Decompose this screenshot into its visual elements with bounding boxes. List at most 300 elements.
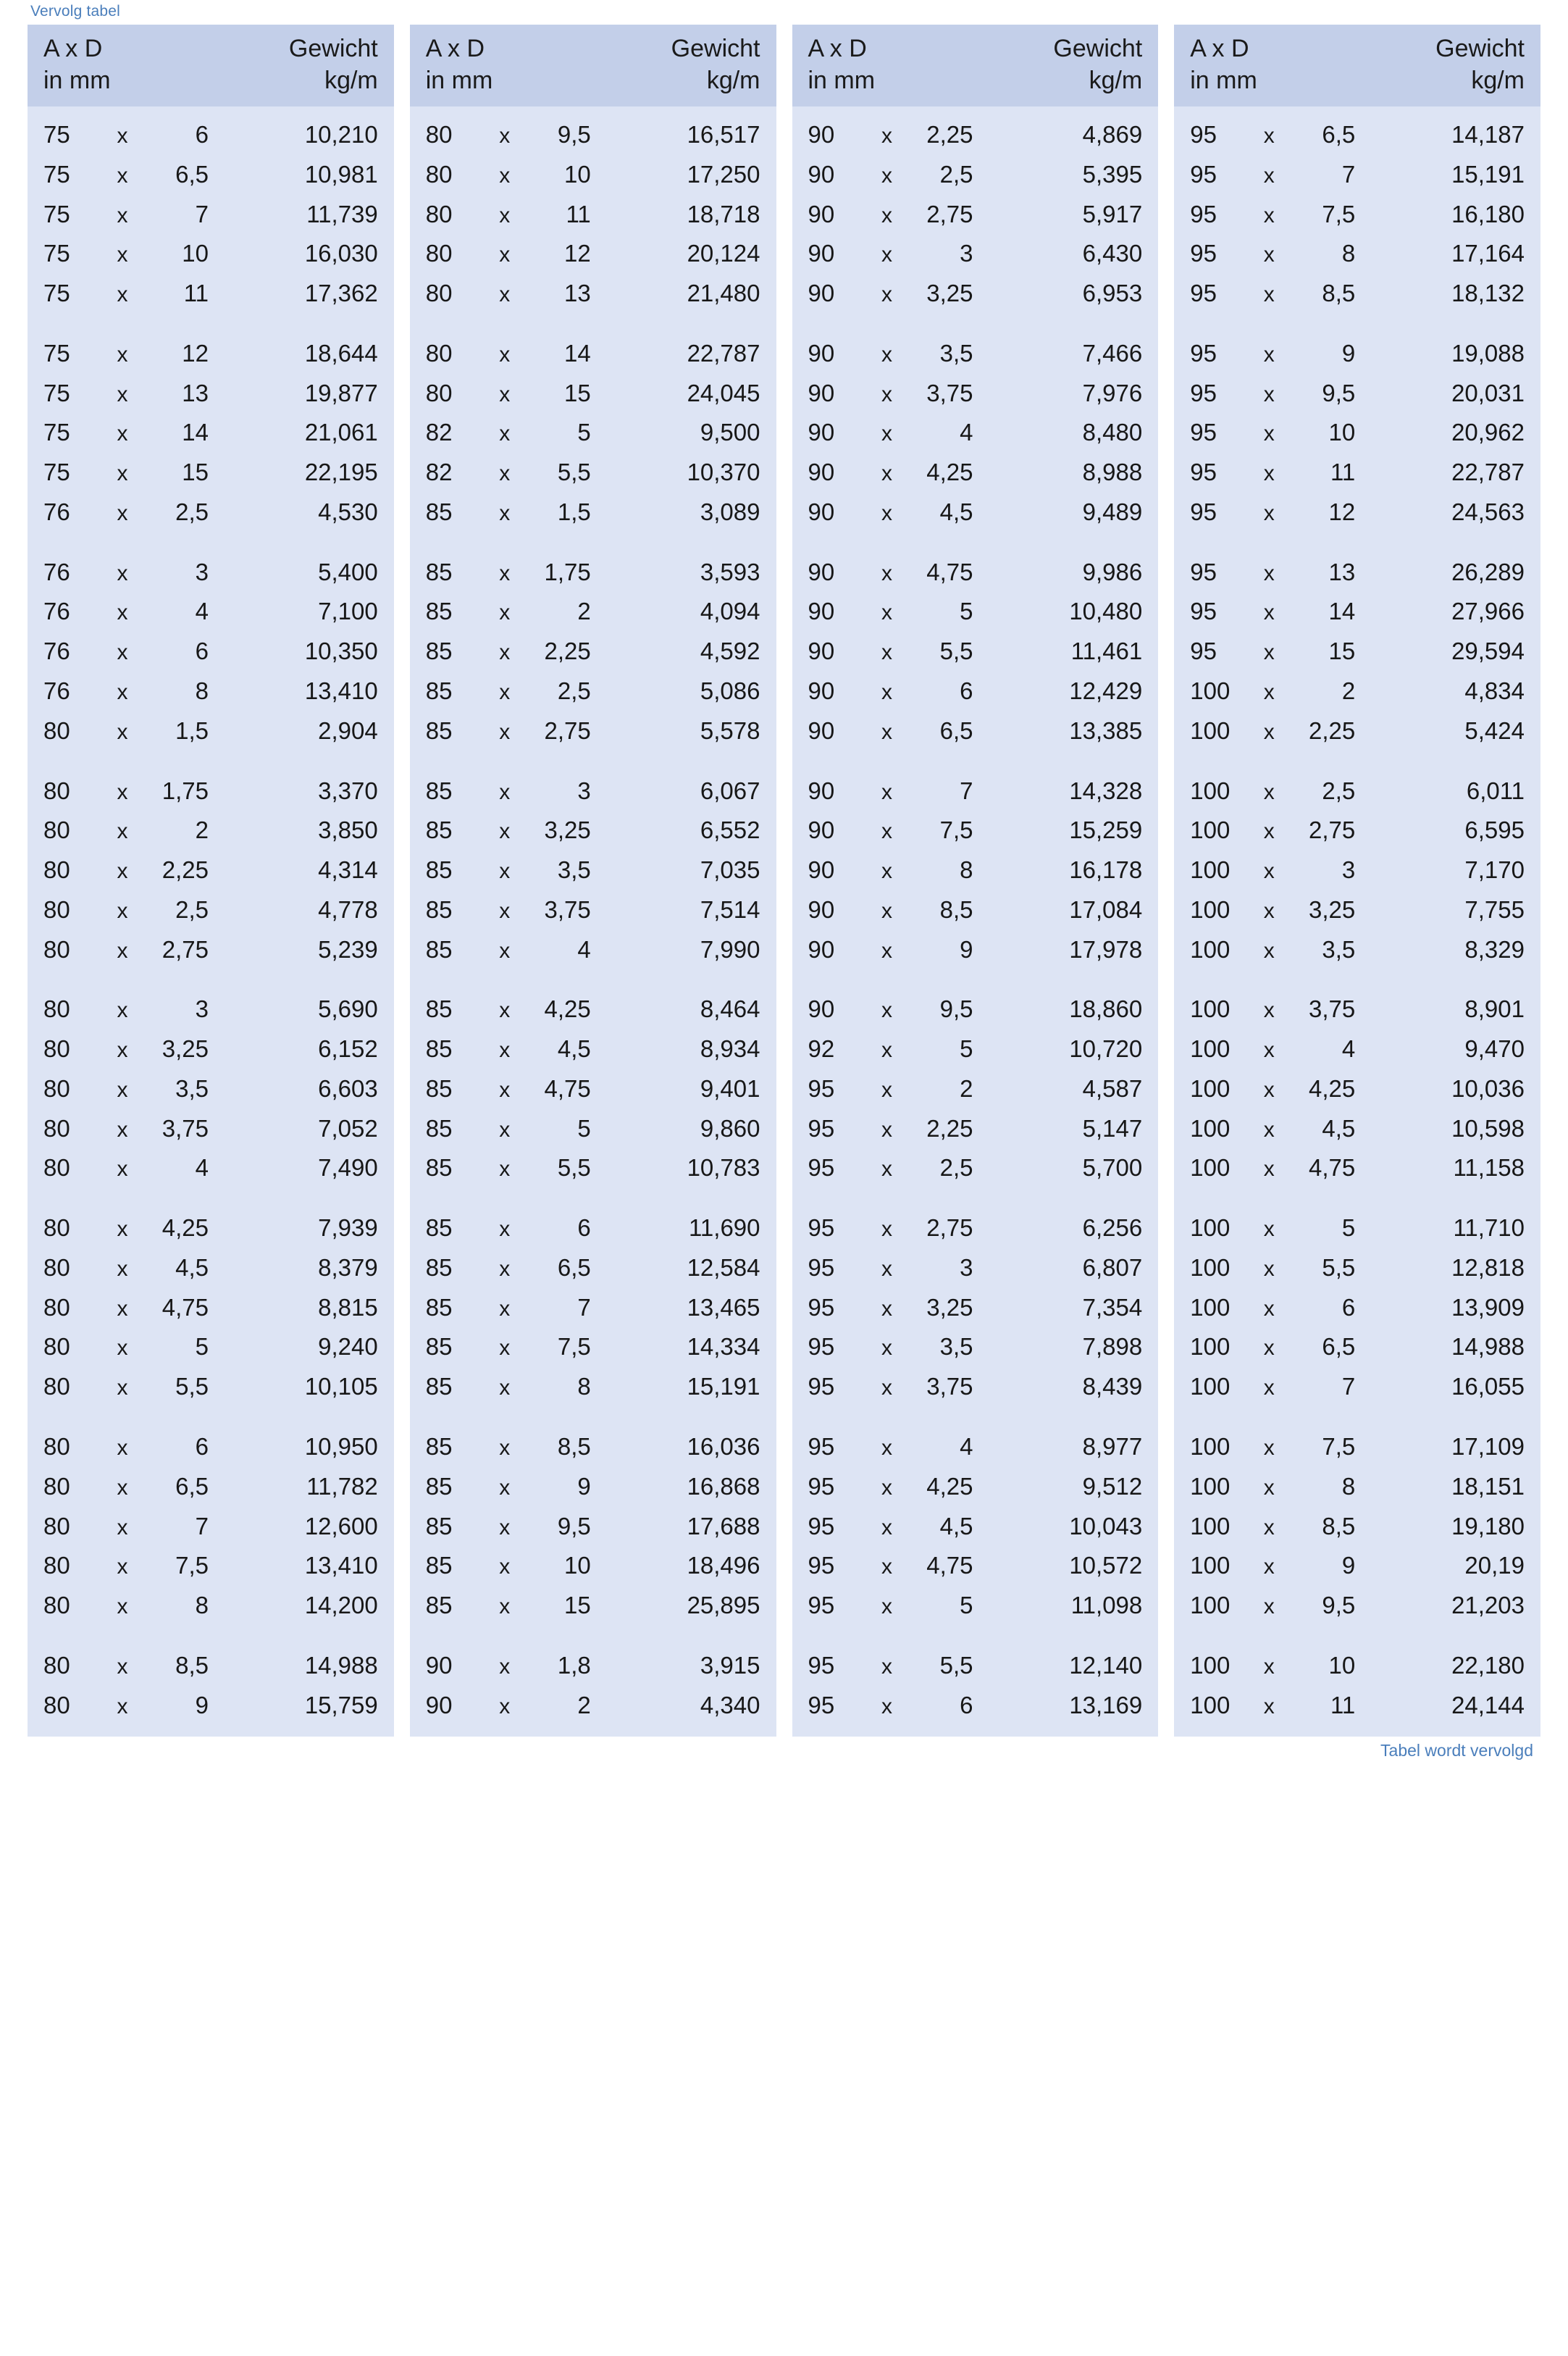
cell-outer-dimension: 90 bbox=[425, 1691, 453, 1718]
cell-multiply-symbol: x bbox=[1263, 780, 1275, 804]
cell-wall-thickness: 3 bbox=[195, 558, 209, 585]
cell-multiply-symbol: x bbox=[499, 819, 511, 844]
cell-wall-thickness: 8,5 bbox=[1322, 1512, 1356, 1540]
table-row bbox=[43, 155, 378, 195]
table-row bbox=[426, 851, 760, 890]
table-row bbox=[43, 1586, 378, 1626]
table-row bbox=[808, 1148, 1143, 1188]
cell-weight: 9,470 bbox=[1464, 1035, 1525, 1063]
cell-wall-thickness: 4,75 bbox=[1309, 1154, 1356, 1182]
table-header bbox=[1174, 25, 1540, 106]
table-row bbox=[426, 374, 760, 414]
cell-outer-dimension: 85 bbox=[425, 1114, 453, 1142]
cell-outer-dimension: 80 bbox=[43, 1154, 70, 1182]
cell-weight: 4,314 bbox=[318, 856, 378, 884]
table-row bbox=[808, 334, 1143, 374]
cell-weight: 29,594 bbox=[1451, 638, 1525, 665]
cell-wall-thickness: 15 bbox=[1328, 638, 1356, 665]
cell-multiply-symbol: x bbox=[1263, 1694, 1275, 1718]
cell-outer-dimension: 85 bbox=[425, 717, 453, 744]
cell-weight: 5,239 bbox=[318, 935, 378, 963]
cell-multiply-symbol: x bbox=[1263, 422, 1275, 446]
cell-wall-thickness: 2 bbox=[577, 1691, 591, 1718]
cell-wall-thickness: 2,5 bbox=[557, 677, 591, 704]
cell-multiply-symbol: x bbox=[881, 1296, 892, 1321]
cell-multiply-symbol: x bbox=[499, 780, 511, 804]
table-row bbox=[808, 632, 1143, 672]
cell-multiply-symbol: x bbox=[1263, 819, 1275, 844]
cell-weight: 4,778 bbox=[318, 895, 378, 923]
cell-weight: 13,909 bbox=[1451, 1293, 1525, 1321]
cell-multiply-symbol: x bbox=[1263, 601, 1275, 625]
cell-multiply-symbol: x bbox=[881, 1217, 892, 1242]
cell-wall-thickness: 2 bbox=[577, 598, 591, 625]
cell-outer-dimension: 75 bbox=[43, 121, 70, 149]
row-group bbox=[1190, 772, 1525, 970]
cell-weight: 8,977 bbox=[1082, 1433, 1143, 1460]
cell-wall-thickness: 15 bbox=[182, 459, 209, 486]
cell-outer-dimension: 80 bbox=[43, 1214, 70, 1242]
cell-wall-thickness: 7 bbox=[577, 1293, 591, 1321]
cell-wall-thickness: 3,75 bbox=[926, 1373, 973, 1400]
table-row bbox=[808, 195, 1143, 235]
cell-multiply-symbol: x bbox=[881, 1555, 892, 1579]
cell-outer-dimension: 95 bbox=[808, 1691, 835, 1718]
cell-wall-thickness: 7,5 bbox=[939, 816, 973, 844]
cell-multiply-symbol: x bbox=[881, 719, 892, 744]
cell-outer-dimension: 85 bbox=[425, 638, 453, 665]
header-weight-label: Gewicht bbox=[1435, 35, 1525, 62]
row-group bbox=[808, 553, 1143, 751]
cell-wall-thickness: 8,5 bbox=[1322, 280, 1356, 307]
cell-multiply-symbol: x bbox=[1263, 998, 1275, 1023]
table-row bbox=[808, 990, 1143, 1029]
cell-outer-dimension: 85 bbox=[425, 935, 453, 963]
row-group bbox=[808, 772, 1143, 970]
cell-outer-dimension: 95 bbox=[808, 1373, 835, 1400]
cell-weight: 11,710 bbox=[1453, 1214, 1525, 1242]
cell-outer-dimension: 100 bbox=[1190, 1552, 1230, 1579]
cell-weight: 9,401 bbox=[700, 1074, 760, 1102]
cell-multiply-symbol: x bbox=[881, 501, 892, 525]
cell-wall-thickness: 8,5 bbox=[939, 895, 973, 923]
header-dimension-unit: in mm bbox=[43, 66, 111, 94]
cell-outer-dimension: 100 bbox=[1190, 1253, 1230, 1281]
cell-multiply-symbol: x bbox=[117, 1217, 128, 1242]
cell-weight: 9,860 bbox=[700, 1114, 760, 1142]
table-row bbox=[43, 1029, 378, 1069]
row-group bbox=[1190, 334, 1525, 532]
table-row bbox=[1190, 493, 1525, 532]
cell-wall-thickness: 2,25 bbox=[926, 1114, 973, 1142]
cell-wall-thickness: 3,25 bbox=[926, 280, 973, 307]
cell-outer-dimension: 90 bbox=[808, 717, 835, 744]
cell-weight: 7,035 bbox=[700, 856, 760, 884]
cell-weight: 19,180 bbox=[1451, 1512, 1525, 1540]
cell-wall-thickness: 15 bbox=[564, 1592, 591, 1619]
cell-wall-thickness: 7 bbox=[960, 777, 973, 804]
cell-weight: 7,755 bbox=[1464, 895, 1525, 923]
cell-weight: 7,354 bbox=[1082, 1293, 1143, 1321]
row-group bbox=[1190, 990, 1525, 1188]
cell-wall-thickness: 7 bbox=[195, 200, 209, 227]
cell-weight: 10,480 bbox=[1069, 598, 1143, 625]
cell-multiply-symbol: x bbox=[881, 561, 892, 585]
cell-wall-thickness: 5 bbox=[1341, 1214, 1356, 1242]
cell-wall-thickness: 4,75 bbox=[926, 1552, 973, 1579]
table-row bbox=[1190, 334, 1525, 374]
cell-wall-thickness: 12 bbox=[182, 339, 209, 367]
cell-multiply-symbol: x bbox=[117, 342, 128, 367]
cell-weight: 14,187 bbox=[1451, 121, 1525, 149]
cell-weight: 8,815 bbox=[318, 1293, 378, 1321]
cell-multiply-symbol: x bbox=[1263, 1376, 1275, 1400]
cell-multiply-symbol: x bbox=[881, 422, 892, 446]
table-row bbox=[1190, 195, 1525, 235]
table-row bbox=[43, 453, 378, 493]
cell-outer-dimension: 90 bbox=[808, 558, 835, 585]
cell-wall-thickness: 9 bbox=[195, 1691, 209, 1718]
cell-outer-dimension: 95 bbox=[808, 1592, 835, 1619]
cell-multiply-symbol: x bbox=[1263, 1038, 1275, 1063]
cell-weight: 18,151 bbox=[1451, 1472, 1525, 1500]
cell-multiply-symbol: x bbox=[499, 1654, 511, 1679]
cell-multiply-symbol: x bbox=[117, 1157, 128, 1182]
table-row bbox=[43, 334, 378, 374]
cell-outer-dimension: 85 bbox=[425, 856, 453, 884]
cell-outer-dimension: 85 bbox=[425, 895, 453, 923]
cell-outer-dimension: 100 bbox=[1190, 1512, 1230, 1540]
cell-multiply-symbol: x bbox=[881, 1077, 892, 1102]
cell-wall-thickness: 8,5 bbox=[175, 1651, 209, 1679]
header-weight-unit: kg/m bbox=[324, 66, 378, 94]
cell-weight: 9,512 bbox=[1082, 1472, 1143, 1500]
header-weight-unit: kg/m bbox=[1089, 66, 1143, 94]
cell-outer-dimension: 80 bbox=[425, 121, 453, 149]
cell-multiply-symbol: x bbox=[1263, 1515, 1275, 1540]
table-row bbox=[426, 1327, 760, 1367]
cell-multiply-symbol: x bbox=[499, 243, 511, 267]
table-row bbox=[1190, 990, 1525, 1029]
cell-outer-dimension: 85 bbox=[425, 498, 453, 525]
cell-weight: 25,895 bbox=[687, 1592, 760, 1619]
cell-outer-dimension: 100 bbox=[1190, 677, 1230, 704]
header-dimension-unit: in mm bbox=[808, 66, 876, 94]
cell-outer-dimension: 100 bbox=[1190, 856, 1230, 884]
cell-wall-thickness: 1,75 bbox=[544, 558, 591, 585]
cell-multiply-symbol: x bbox=[1263, 461, 1275, 486]
cell-outer-dimension: 100 bbox=[1190, 816, 1230, 844]
cell-multiply-symbol: x bbox=[117, 719, 128, 744]
cell-weight: 26,289 bbox=[1451, 558, 1525, 585]
cell-outer-dimension: 85 bbox=[425, 816, 453, 844]
tables-container bbox=[28, 25, 1540, 1737]
cell-wall-thickness: 9 bbox=[960, 935, 973, 963]
cell-outer-dimension: 100 bbox=[1190, 995, 1230, 1023]
cell-wall-thickness: 2,75 bbox=[162, 935, 209, 963]
cell-outer-dimension: 95 bbox=[1190, 558, 1217, 585]
table-row bbox=[426, 772, 760, 811]
cell-outer-dimension: 75 bbox=[43, 160, 70, 188]
cell-wall-thickness: 7 bbox=[1341, 160, 1356, 188]
table-row bbox=[426, 1208, 760, 1248]
cell-weight: 24,563 bbox=[1451, 498, 1525, 525]
cell-weight: 7,100 bbox=[318, 598, 378, 625]
table-row bbox=[808, 274, 1143, 314]
cell-weight: 10,036 bbox=[1451, 1074, 1525, 1102]
table-row bbox=[43, 1646, 378, 1686]
cell-wall-thickness: 3 bbox=[960, 1253, 973, 1281]
table-row bbox=[808, 115, 1143, 155]
cell-wall-thickness: 2,25 bbox=[1309, 717, 1356, 744]
cell-weight: 17,362 bbox=[304, 280, 378, 307]
cell-weight: 7,990 bbox=[700, 935, 760, 963]
table-row bbox=[426, 493, 760, 532]
cell-multiply-symbol: x bbox=[499, 342, 511, 367]
cell-outer-dimension: 85 bbox=[425, 1433, 453, 1460]
table-row bbox=[808, 890, 1143, 930]
table-row bbox=[426, 155, 760, 195]
cell-weight: 7,052 bbox=[318, 1114, 378, 1142]
cell-weight: 6,067 bbox=[700, 777, 760, 804]
cell-multiply-symbol: x bbox=[881, 859, 892, 884]
cell-multiply-symbol: x bbox=[117, 1475, 128, 1500]
cell-multiply-symbol: x bbox=[117, 601, 128, 625]
cell-wall-thickness: 2,75 bbox=[544, 717, 591, 744]
header-weight-label: Gewicht bbox=[1053, 35, 1143, 62]
cell-multiply-symbol: x bbox=[117, 382, 128, 406]
cell-weight: 11,739 bbox=[306, 200, 378, 227]
cell-outer-dimension: 90 bbox=[808, 598, 835, 625]
cell-wall-thickness: 6 bbox=[960, 1691, 973, 1718]
cell-multiply-symbol: x bbox=[881, 461, 892, 486]
table-row bbox=[43, 493, 378, 532]
cell-wall-thickness: 4 bbox=[960, 419, 973, 446]
cell-weight: 18,644 bbox=[304, 339, 378, 367]
cell-weight: 4,094 bbox=[700, 598, 760, 625]
cell-multiply-symbol: x bbox=[881, 1376, 892, 1400]
cell-wall-thickness: 6 bbox=[195, 1433, 209, 1460]
cell-wall-thickness: 3,5 bbox=[939, 339, 973, 367]
cell-weight: 24,144 bbox=[1451, 1691, 1525, 1718]
cell-multiply-symbol: x bbox=[499, 124, 511, 149]
cell-multiply-symbol: x bbox=[117, 1117, 128, 1142]
header-row-1 bbox=[808, 33, 1143, 65]
cell-multiply-symbol: x bbox=[117, 938, 128, 963]
cell-weight: 10,043 bbox=[1069, 1512, 1143, 1540]
table-row bbox=[43, 592, 378, 632]
cell-outer-dimension: 80 bbox=[43, 856, 70, 884]
table-row bbox=[426, 413, 760, 453]
cell-weight: 21,203 bbox=[1451, 1592, 1525, 1619]
cell-weight: 24,045 bbox=[687, 379, 760, 406]
cell-wall-thickness: 8 bbox=[577, 1373, 591, 1400]
table-row bbox=[808, 1288, 1143, 1328]
cell-outer-dimension: 100 bbox=[1190, 1333, 1230, 1361]
table-row bbox=[43, 413, 378, 453]
table-row bbox=[808, 1109, 1143, 1149]
cell-weight: 8,480 bbox=[1082, 419, 1143, 446]
table-row bbox=[426, 334, 760, 374]
cell-outer-dimension: 95 bbox=[808, 1154, 835, 1182]
cell-wall-thickness: 6,5 bbox=[939, 717, 973, 744]
cell-weight: 17,084 bbox=[1069, 895, 1143, 923]
table-row bbox=[43, 1109, 378, 1149]
table-row bbox=[43, 990, 378, 1029]
cell-outer-dimension: 100 bbox=[1190, 1293, 1230, 1321]
cell-multiply-symbol: x bbox=[117, 1296, 128, 1321]
cell-multiply-symbol: x bbox=[499, 283, 511, 307]
cell-weight: 17,688 bbox=[687, 1512, 760, 1540]
cell-multiply-symbol: x bbox=[117, 1376, 128, 1400]
cell-outer-dimension: 80 bbox=[43, 1691, 70, 1718]
cell-multiply-symbol: x bbox=[499, 1555, 511, 1579]
cell-weight: 22,195 bbox=[304, 459, 378, 486]
cell-weight: 8,464 bbox=[700, 995, 760, 1023]
cell-outer-dimension: 100 bbox=[1190, 1154, 1230, 1182]
cell-outer-dimension: 100 bbox=[1190, 1433, 1230, 1460]
cell-multiply-symbol: x bbox=[117, 243, 128, 267]
cell-outer-dimension: 85 bbox=[425, 1154, 453, 1182]
cell-wall-thickness: 3,75 bbox=[926, 379, 973, 406]
cell-wall-thickness: 5,5 bbox=[175, 1373, 209, 1400]
cell-weight: 20,124 bbox=[687, 240, 760, 267]
cell-multiply-symbol: x bbox=[881, 124, 892, 149]
cell-multiply-symbol: x bbox=[117, 501, 128, 525]
table-row bbox=[43, 1288, 378, 1328]
cell-multiply-symbol: x bbox=[1263, 859, 1275, 884]
cell-wall-thickness: 10 bbox=[1328, 419, 1356, 446]
cell-weight: 16,178 bbox=[1069, 856, 1143, 884]
cell-multiply-symbol: x bbox=[117, 640, 128, 665]
cell-wall-thickness: 13 bbox=[564, 280, 591, 307]
cell-weight: 4,592 bbox=[700, 638, 760, 665]
cell-outer-dimension: 85 bbox=[425, 1333, 453, 1361]
cell-weight: 7,170 bbox=[1464, 856, 1525, 884]
table-row bbox=[43, 1467, 378, 1507]
cell-wall-thickness: 5 bbox=[577, 1114, 591, 1142]
cell-wall-thickness: 6,5 bbox=[1322, 1333, 1356, 1361]
table-row bbox=[1190, 772, 1525, 811]
cell-weight: 20,962 bbox=[1451, 419, 1525, 446]
cell-outer-dimension: 95 bbox=[808, 1214, 835, 1242]
cell-wall-thickness: 5 bbox=[960, 1035, 973, 1063]
cell-multiply-symbol: x bbox=[117, 1436, 128, 1460]
cell-wall-thickness: 7,5 bbox=[557, 1333, 591, 1361]
cell-weight: 18,132 bbox=[1451, 280, 1525, 307]
cell-multiply-symbol: x bbox=[881, 780, 892, 804]
table-row bbox=[426, 930, 760, 970]
cell-multiply-symbol: x bbox=[1263, 124, 1275, 149]
cell-multiply-symbol: x bbox=[881, 601, 892, 625]
cell-multiply-symbol: x bbox=[881, 382, 892, 406]
cell-weight: 16,036 bbox=[687, 1433, 760, 1460]
cell-wall-thickness: 3 bbox=[577, 777, 591, 804]
cell-weight: 3,593 bbox=[700, 558, 760, 585]
cell-outer-dimension: 95 bbox=[1190, 160, 1217, 188]
cell-multiply-symbol: x bbox=[499, 859, 511, 884]
cell-multiply-symbol: x bbox=[881, 203, 892, 227]
cell-wall-thickness: 4,5 bbox=[939, 498, 973, 525]
cell-outer-dimension: 100 bbox=[1190, 1651, 1230, 1679]
table-row bbox=[808, 851, 1143, 890]
table-row bbox=[1190, 672, 1525, 711]
table-row bbox=[43, 274, 378, 314]
cell-wall-thickness: 4,75 bbox=[926, 558, 973, 585]
cell-multiply-symbol: x bbox=[881, 1157, 892, 1182]
table-row bbox=[1190, 930, 1525, 970]
cell-outer-dimension: 90 bbox=[808, 200, 835, 227]
table-row bbox=[1190, 155, 1525, 195]
cell-weight: 5,400 bbox=[318, 558, 378, 585]
cell-wall-thickness: 4,25 bbox=[926, 459, 973, 486]
cell-wall-thickness: 8 bbox=[1341, 240, 1356, 267]
cell-outer-dimension: 75 bbox=[43, 419, 70, 446]
table-body bbox=[28, 106, 394, 1737]
cell-wall-thickness: 3,25 bbox=[1309, 895, 1356, 923]
cell-outer-dimension: 75 bbox=[43, 280, 70, 307]
cell-weight: 20,031 bbox=[1451, 379, 1525, 406]
cell-wall-thickness: 15 bbox=[564, 379, 591, 406]
cell-weight: 2,904 bbox=[318, 717, 378, 744]
cell-weight: 22,787 bbox=[1451, 459, 1525, 486]
cell-multiply-symbol: x bbox=[1263, 243, 1275, 267]
cell-wall-thickness: 6,5 bbox=[175, 1472, 209, 1500]
table-row bbox=[1190, 1686, 1525, 1726]
header-weight-label: Gewicht bbox=[288, 35, 378, 62]
table-row bbox=[1190, 1327, 1525, 1367]
cell-outer-dimension: 85 bbox=[425, 1472, 453, 1500]
cell-outer-dimension: 80 bbox=[43, 935, 70, 963]
cell-outer-dimension: 80 bbox=[43, 777, 70, 804]
cell-outer-dimension: 75 bbox=[43, 200, 70, 227]
cell-outer-dimension: 90 bbox=[425, 1651, 453, 1679]
cell-wall-thickness: 9,5 bbox=[1322, 1592, 1356, 1619]
cell-outer-dimension: 76 bbox=[43, 498, 70, 525]
cell-outer-dimension: 95 bbox=[1190, 121, 1217, 149]
table-row bbox=[1190, 711, 1525, 751]
cell-weight: 7,939 bbox=[318, 1214, 378, 1242]
header-weight-unit: kg/m bbox=[706, 66, 760, 94]
cell-wall-thickness: 5 bbox=[960, 598, 973, 625]
table-row bbox=[1190, 1288, 1525, 1328]
cell-wall-thickness: 11 bbox=[183, 280, 209, 307]
cell-multiply-symbol: x bbox=[117, 819, 128, 844]
table-row bbox=[1190, 115, 1525, 155]
cell-wall-thickness: 4,5 bbox=[557, 1035, 591, 1063]
table-row bbox=[426, 811, 760, 851]
cell-wall-thickness: 8 bbox=[195, 1592, 209, 1619]
cell-outer-dimension: 85 bbox=[425, 1512, 453, 1540]
table-row bbox=[808, 930, 1143, 970]
cell-multiply-symbol: x bbox=[499, 640, 511, 665]
table-row bbox=[426, 1069, 760, 1109]
cell-outer-dimension: 100 bbox=[1190, 1373, 1230, 1400]
cell-outer-dimension: 100 bbox=[1190, 1472, 1230, 1500]
cell-multiply-symbol: x bbox=[499, 998, 511, 1023]
cell-multiply-symbol: x bbox=[117, 680, 128, 704]
row-group bbox=[808, 1646, 1143, 1726]
cell-wall-thickness: 1,8 bbox=[557, 1651, 591, 1679]
table-row bbox=[43, 672, 378, 711]
cell-multiply-symbol: x bbox=[1263, 680, 1275, 704]
table-row bbox=[43, 632, 378, 672]
cell-outer-dimension: 95 bbox=[808, 1333, 835, 1361]
row-group bbox=[43, 115, 378, 314]
table-row bbox=[43, 1069, 378, 1109]
cell-outer-dimension: 85 bbox=[425, 677, 453, 704]
cell-weight: 17,978 bbox=[1069, 935, 1143, 963]
